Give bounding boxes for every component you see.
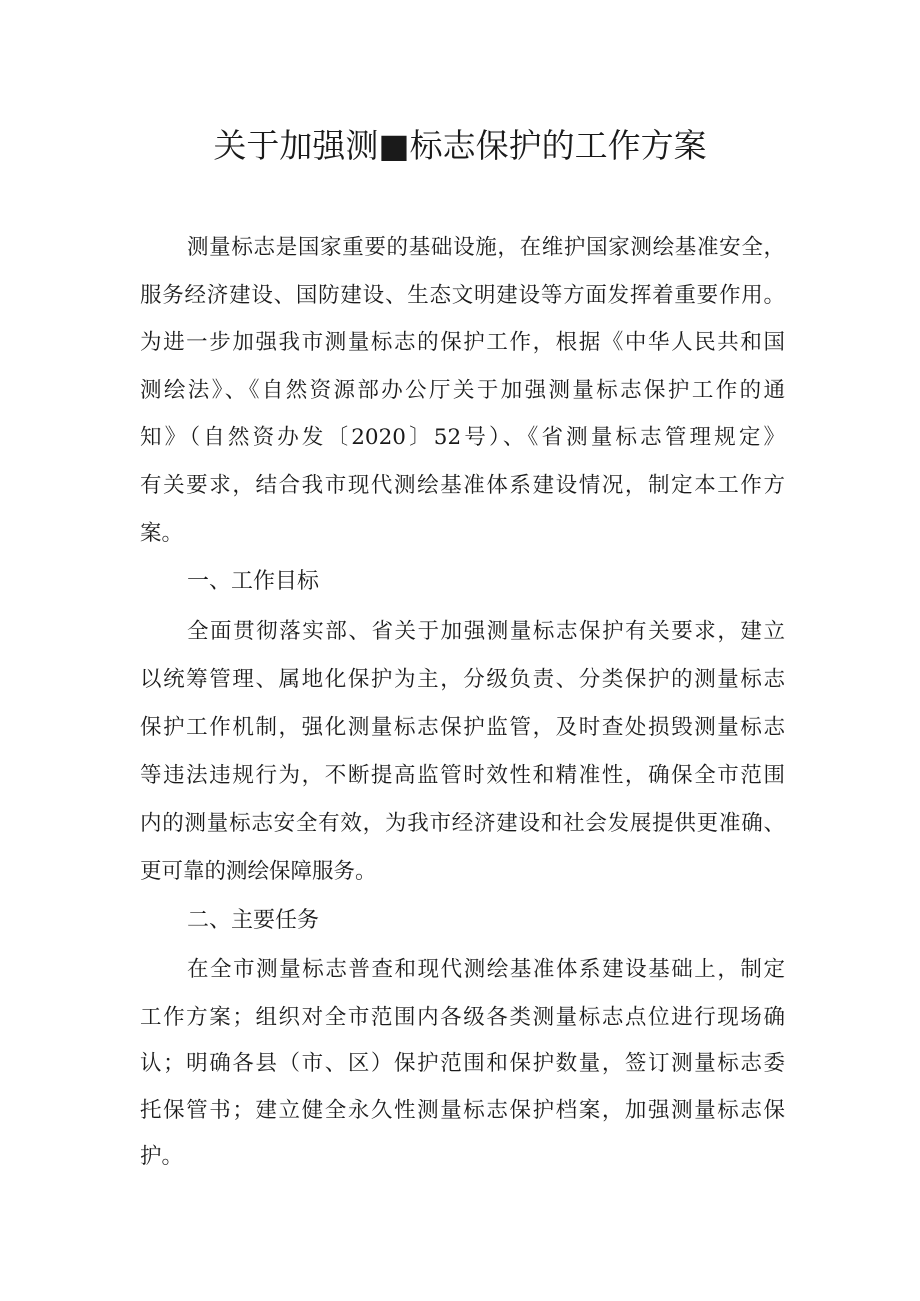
section1-line: 以统筹管理、属地化保护为主，分级负责、分类保护的测量标志 xyxy=(140,667,785,692)
section2-line: 认；明确各县（市、区）保护范围和保护数量，签订测量标志委 xyxy=(140,1051,785,1076)
section2-line: 在全市测量标志普查和现代测绘基准体系建设基础上，制定 xyxy=(187,957,785,982)
intro-line: 服务经济建设、国防建设、生态文明建设等方面发挥着重要作用。 xyxy=(140,283,785,308)
document-title: 关于加强测■标志保护的工作方案 xyxy=(213,126,707,165)
section-heading-tasks: 二、主要任务 xyxy=(187,908,320,933)
intro-line: 测量标志是国家重要的基础设施，在维护国家测绘基准安全， xyxy=(187,235,785,260)
section1-line: 内的测量标志安全有效，为我市经济建设和社会发展提供更准确、 xyxy=(140,811,785,836)
intro-line: 为进一步加强我市测量标志的保护工作，根据《中华人民共和国 xyxy=(140,330,785,355)
section2-line: 护。 xyxy=(140,1144,184,1169)
section2-line: 托保管书；建立健全永久性测量标志保护档案，加强测量标志保 xyxy=(140,1098,785,1123)
section-heading-goals: 一、工作目标 xyxy=(187,569,320,594)
section1-line: 保护工作机制，强化测量标志保护监管，及时查处损毁测量标志 xyxy=(140,715,785,740)
intro-line: 知》（自然资办发〔2020〕52号）、《省测量标志管理规定》 xyxy=(140,425,785,450)
section1-line: 更可靠的测绘保障服务。 xyxy=(140,859,377,884)
section1-line: 全面贯彻落实部、省关于加强测量标志保护有关要求，建立 xyxy=(187,619,785,644)
intro-line: 测绘法》、《自然资源部办公厅关于加强测量标志保护工作的通 xyxy=(140,378,785,403)
section2-line: 工作方案；组织对全市范围内各级各类测量标志点位进行现场确 xyxy=(140,1005,785,1030)
intro-line: 有关要求，结合我市现代测绘基准体系建设情况，制定本工作方 xyxy=(140,473,785,498)
section1-line: 等违法违规行为，不断提高监管时效性和精准性，确保全市范围 xyxy=(140,763,785,788)
intro-line: 案。 xyxy=(140,521,184,546)
